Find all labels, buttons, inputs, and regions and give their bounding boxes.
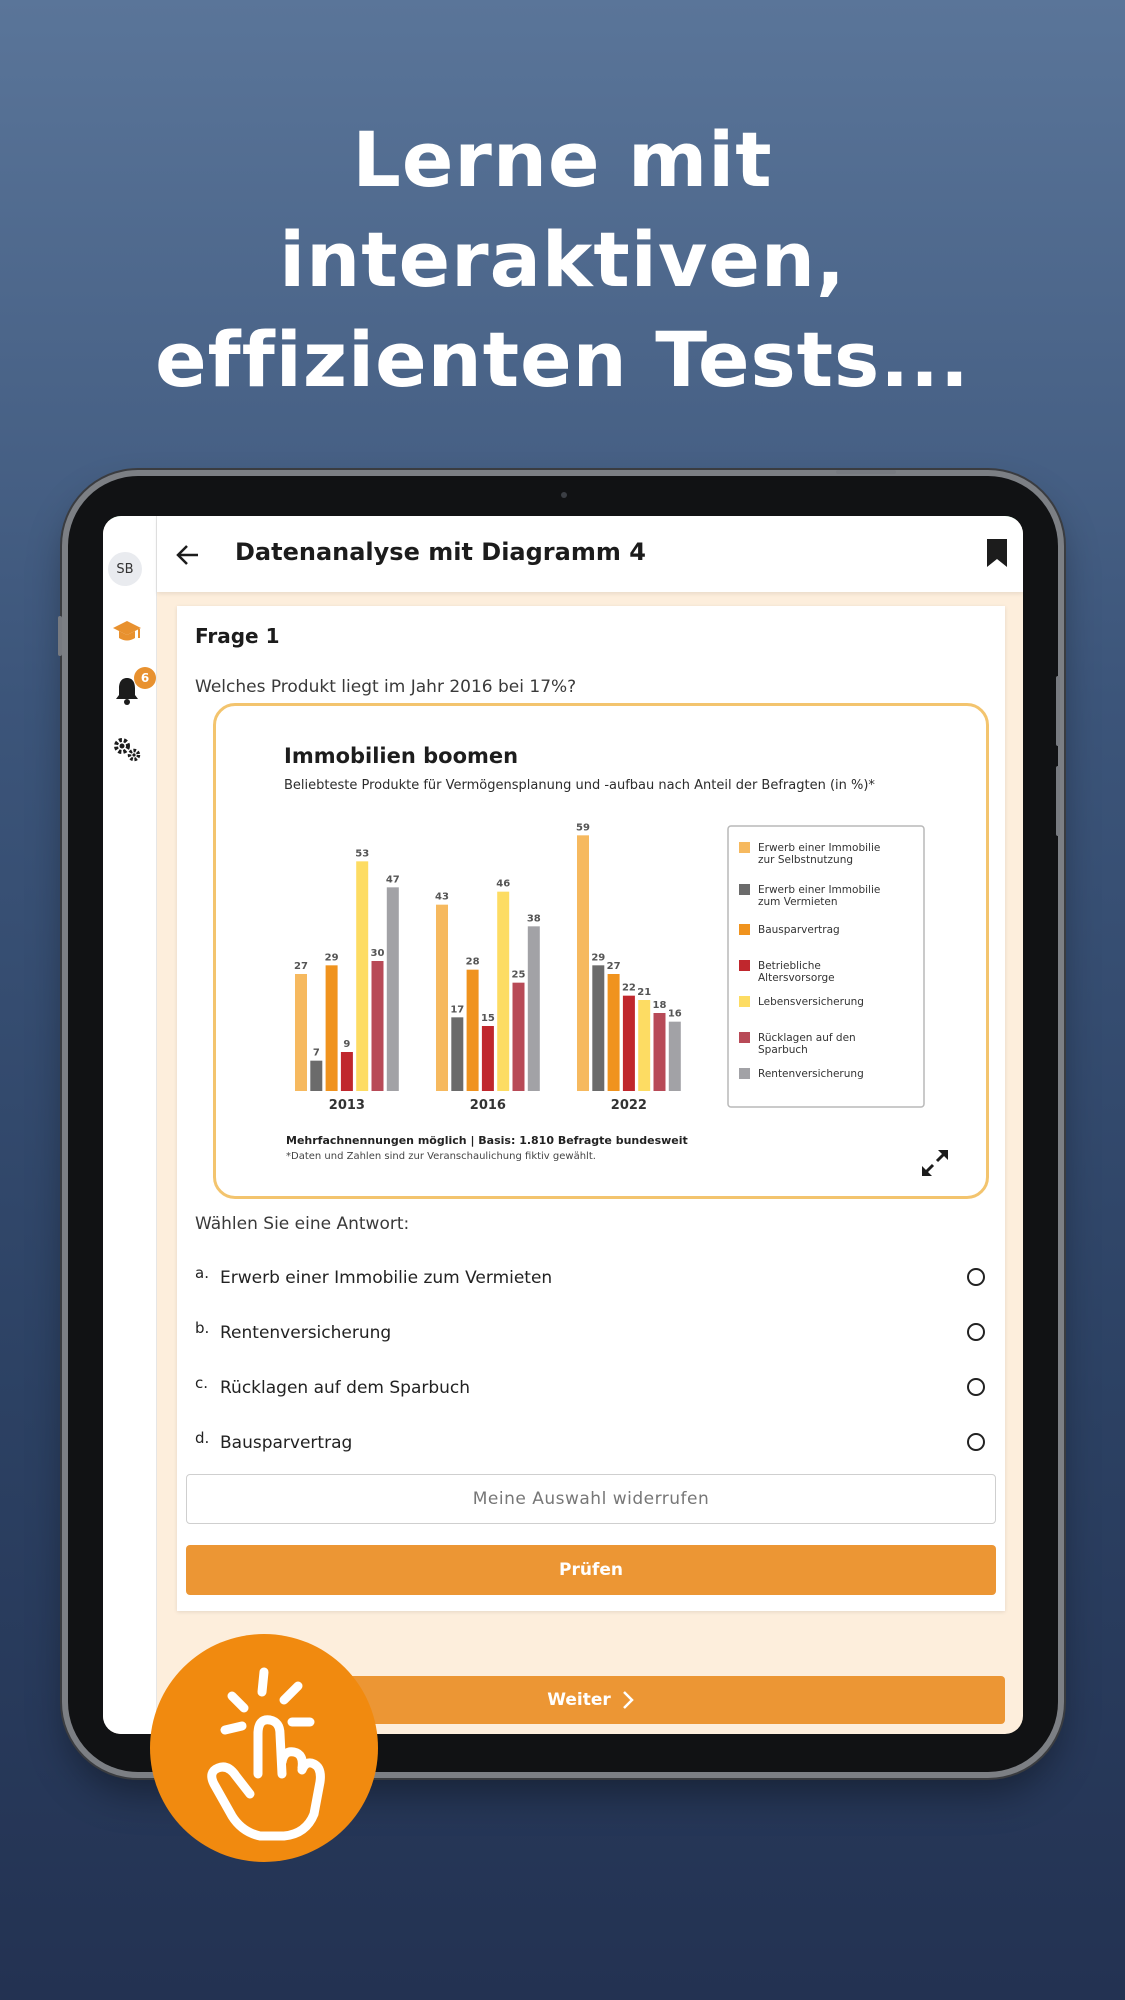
- legend-label: Rentenversicherung: [758, 1068, 864, 1080]
- option-text: Rentenversicherung: [220, 1323, 392, 1343]
- back-arrow-icon[interactable]: [175, 542, 201, 568]
- chart-subtitle: Beliebteste Produkte für Vermögensplanung und -aufbau nach Anteil der Befragten (in %)*: [284, 778, 875, 793]
- radio-button[interactable]: [967, 1268, 985, 1286]
- question-card: [177, 606, 1005, 1611]
- chart-bar: [356, 861, 368, 1091]
- bar-chart: [216, 706, 992, 1202]
- chart-bar: [387, 887, 399, 1091]
- chart-bar: [341, 1052, 353, 1091]
- chart-x-tick-label: 2022: [610, 1098, 647, 1113]
- tap-badge: [150, 1634, 378, 1862]
- chart-data-label: 43: [435, 891, 449, 903]
- option-text: Erwerb einer Immobilie zum Vermieten: [220, 1268, 553, 1288]
- radio-button[interactable]: [967, 1378, 985, 1396]
- headline: [0, 110, 1125, 410]
- chart-note-basis: Mehrfachnennungen möglich | Basis: 1.810 Befragte bundesweit: [286, 1134, 688, 1147]
- chart-bar: [513, 983, 525, 1091]
- chart-bar: [326, 965, 338, 1091]
- chart-data-label: 27: [294, 961, 308, 972]
- volume-button: [1056, 766, 1060, 836]
- check-button[interactable]: Prüfen: [186, 1545, 996, 1595]
- option-text: Bausparvertrag: [220, 1433, 353, 1453]
- legend-label: Erwerb einer Immobilie: [758, 884, 881, 896]
- sidebar: [103, 516, 157, 1734]
- answer-option-b[interactable]: [195, 1319, 985, 1359]
- graduation-cap-icon[interactable]: [111, 616, 143, 648]
- option-letter: a.: [195, 1264, 209, 1282]
- chart-data-label: 9: [343, 1039, 351, 1050]
- chart-data-label: 46: [496, 878, 511, 890]
- radio-button[interactable]: [967, 1433, 985, 1451]
- legend-swatch: [739, 1068, 750, 1079]
- chart-bar: [467, 970, 479, 1091]
- chart-data-label: 38: [526, 913, 541, 925]
- chart-data-label: 22: [621, 982, 636, 994]
- tap-hand-icon: [150, 1634, 378, 1862]
- option-text: Rücklagen auf dem Sparbuch: [220, 1378, 471, 1398]
- bookmark-icon[interactable]: [985, 538, 1009, 568]
- chart-bar: [654, 1013, 666, 1091]
- chart-title: Immobilien boomen: [284, 744, 519, 768]
- chart-data-label: 7: [312, 1047, 320, 1059]
- chart-bar: [638, 1000, 650, 1091]
- question-number: Frage 1: [195, 624, 280, 648]
- chart-data-label: 53: [355, 848, 370, 860]
- answer-option-d[interactable]: [195, 1429, 985, 1469]
- chart-bar: [482, 1026, 494, 1091]
- chart-bar: [623, 996, 635, 1091]
- chart-data-label: 18: [652, 1000, 667, 1011]
- chart-bar: [451, 1017, 463, 1091]
- legend-swatch: [739, 842, 750, 853]
- chart-bar: [608, 974, 620, 1091]
- volume-button: [1056, 676, 1060, 746]
- chart-bar: [295, 974, 307, 1091]
- answer-option-a[interactable]: [195, 1264, 985, 1304]
- chart-data-label: 17: [450, 1004, 465, 1016]
- legend-label: zur Selbstnutzung: [758, 854, 854, 866]
- headline-line-2: interaktiven,: [279, 215, 846, 304]
- chart-data-label: 47: [385, 874, 400, 886]
- chart-data-label: 28: [465, 956, 480, 968]
- avatar[interactable]: SB: [108, 552, 142, 586]
- legend-label: Erwerb einer Immobilie: [758, 842, 881, 854]
- legend-label: Sparbuch: [758, 1044, 808, 1056]
- chart-data-label: 30: [370, 948, 385, 959]
- top-bar: [157, 516, 1023, 592]
- legend-label: Rücklagen auf den: [758, 1032, 856, 1044]
- app-screen: [103, 516, 1023, 1734]
- chart-data-label: 27: [606, 961, 621, 972]
- legend-label: Bausparvertrag: [758, 924, 840, 936]
- legend-swatch: [739, 996, 750, 1007]
- chart-bar: [592, 965, 604, 1091]
- chart-bar: [669, 1022, 681, 1091]
- radio-button[interactable]: [967, 1323, 985, 1341]
- legend-swatch: [739, 1032, 750, 1043]
- chevron-right-icon: [621, 1690, 635, 1710]
- legend-swatch: [739, 924, 750, 935]
- legend-swatch: [739, 960, 750, 971]
- chart-data-label: 16: [667, 1008, 682, 1020]
- page-title: Datenanalyse mit Diagramm 4: [235, 538, 646, 566]
- chart-x-tick-label: 2016: [469, 1098, 506, 1113]
- chart-bars: [294, 822, 682, 1113]
- chart-data-label: 15: [480, 1013, 495, 1024]
- chart-bar: [577, 835, 589, 1091]
- power-button: [836, 470, 896, 474]
- chart-bar: [310, 1061, 322, 1091]
- chart-data-label: 29: [324, 952, 339, 964]
- chart-data-label: 25: [511, 969, 526, 981]
- option-letter: d.: [195, 1429, 210, 1447]
- camera: [561, 492, 567, 498]
- tablet-frame: [68, 476, 1058, 1772]
- chart-bar: [372, 961, 384, 1091]
- question-text: Welches Produkt liegt im Jahr 2016 bei 17%?: [195, 677, 577, 697]
- chart-note-footnote: *Daten und Zahlen sind zur Veranschaulichung fiktiv gewählt.: [286, 1151, 596, 1162]
- chart-data-label: 59: [576, 822, 590, 834]
- expand-icon[interactable]: [920, 1148, 950, 1178]
- answer-option-c[interactable]: [195, 1374, 985, 1414]
- chart-data-label: 21: [637, 987, 652, 998]
- settings-gears-icon[interactable]: [111, 734, 143, 766]
- option-letter: b.: [195, 1319, 210, 1337]
- option-letter: c.: [195, 1374, 209, 1392]
- notification-badge: 6: [134, 667, 156, 689]
- legend-label: Betriebliche: [758, 960, 821, 972]
- chart-x-tick-label: 2013: [328, 1098, 365, 1113]
- legend-label: Lebensversicherung: [758, 996, 864, 1008]
- legend-label: zum Vermieten: [758, 896, 838, 908]
- side-button: [58, 616, 62, 656]
- chart-data-label: 29: [591, 952, 606, 964]
- legend-label: Altersvorsorge: [758, 972, 835, 984]
- headline-line-3: effizienten Tests...: [155, 315, 970, 404]
- legend-swatch: [739, 884, 750, 895]
- chart-bar: [436, 905, 448, 1091]
- chart-figure: [213, 703, 989, 1199]
- next-button-label: Weiter: [547, 1690, 611, 1710]
- undo-selection-button[interactable]: Meine Auswahl widerrufen: [186, 1474, 996, 1524]
- headline-line-1: Lerne mit: [352, 115, 773, 204]
- chart-bar: [497, 892, 509, 1091]
- chart-bar: [528, 926, 540, 1091]
- choose-answer-label: Wählen Sie eine Antwort:: [195, 1214, 410, 1234]
